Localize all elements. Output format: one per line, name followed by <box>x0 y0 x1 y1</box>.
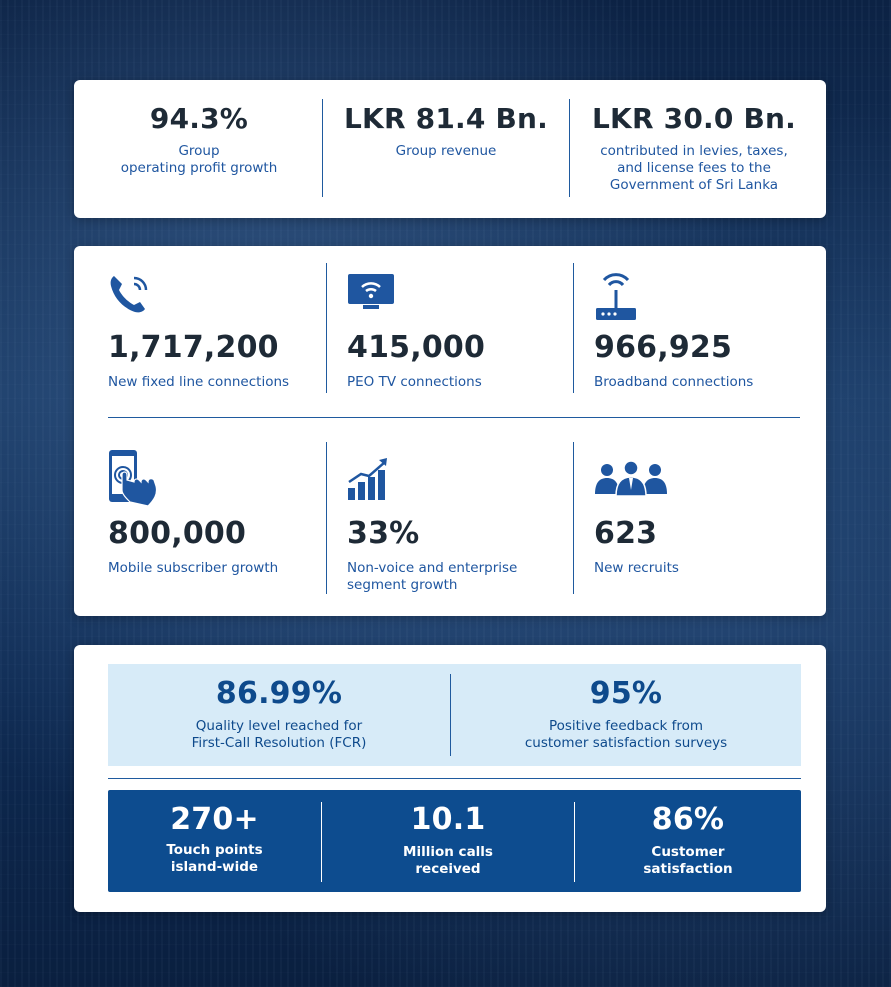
mobile-subscriber-stat <box>108 450 328 580</box>
financial-highlights-card <box>74 80 826 218</box>
stat-value: LKR 81.4 Bn. <box>344 102 548 135</box>
divider <box>326 442 327 594</box>
divider <box>569 99 570 197</box>
divider <box>573 442 574 594</box>
stat-value: 10.1 <box>410 802 486 837</box>
mobile-touch-icon <box>108 450 160 508</box>
operational-highlights-card <box>74 246 826 616</box>
router-icon <box>594 270 638 322</box>
stat-label: Broadband connections <box>594 374 754 390</box>
customer-satisfaction-stat <box>575 790 801 892</box>
stat-label: Group operating profit growth <box>120 143 278 176</box>
people-icon <box>594 460 668 498</box>
stat-value: 86.99% <box>215 676 343 711</box>
stat-label: Customer satisfaction <box>643 844 733 877</box>
stat-value: 33% <box>347 516 420 551</box>
stat-value: 966,925 <box>594 330 733 365</box>
stat-value: LKR 30.0 Bn. <box>592 102 796 135</box>
quality-panel <box>108 664 801 766</box>
new-recruits-stat <box>594 460 814 590</box>
growth-chart-icon <box>347 456 393 502</box>
operating-profit-stat <box>84 80 314 218</box>
stat-value: 1,717,200 <box>108 330 279 365</box>
section-divider <box>108 778 801 779</box>
phone-icon <box>108 272 152 316</box>
stat-label: Million calls received <box>403 844 493 877</box>
stat-label: New fixed line connections <box>108 374 290 390</box>
stat-label: Group revenue <box>395 143 497 159</box>
customer-highlights-card <box>74 645 826 912</box>
stat-value: 270+ <box>170 802 259 837</box>
service-panel <box>108 790 801 892</box>
government-contribution-stat <box>574 80 814 218</box>
row-divider <box>108 417 800 418</box>
stat-label: PEO TV connections <box>347 374 482 390</box>
touch-points-stat <box>108 790 321 892</box>
stat-label: New recruits <box>594 560 679 576</box>
stat-label: Mobile subscriber growth <box>108 560 279 576</box>
fixed-line-stat <box>108 272 328 396</box>
fcr-stat <box>108 664 450 766</box>
non-voice-stat <box>347 456 567 593</box>
stat-value: 86% <box>651 802 725 837</box>
tv-wifi-icon <box>347 272 395 312</box>
positive-feedback-stat <box>451 664 801 766</box>
stat-label: Non-voice and enterprise segment growth <box>347 560 518 593</box>
stat-value: 415,000 <box>347 330 486 365</box>
stat-label: Touch points island-wide <box>166 842 263 875</box>
divider <box>322 99 323 197</box>
calls-received-stat <box>322 790 574 892</box>
stat-value: 800,000 <box>108 516 247 551</box>
stat-value: 94.3% <box>149 102 249 135</box>
stat-label: contributed in levies, taxes, and license fees to the Government of Sri Lanka <box>600 143 788 193</box>
stat-value: 623 <box>594 516 658 551</box>
divider <box>573 263 574 393</box>
stat-label: Positive feedback from customer satisfaction surveys <box>524 718 728 751</box>
group-revenue-stat <box>326 80 566 218</box>
broadband-stat <box>594 270 814 394</box>
stat-label: Quality level reached for First-Call Resolution (FCR) <box>191 718 367 751</box>
stat-value: 95% <box>589 676 663 711</box>
divider <box>326 263 327 393</box>
peo-tv-stat <box>347 272 567 396</box>
